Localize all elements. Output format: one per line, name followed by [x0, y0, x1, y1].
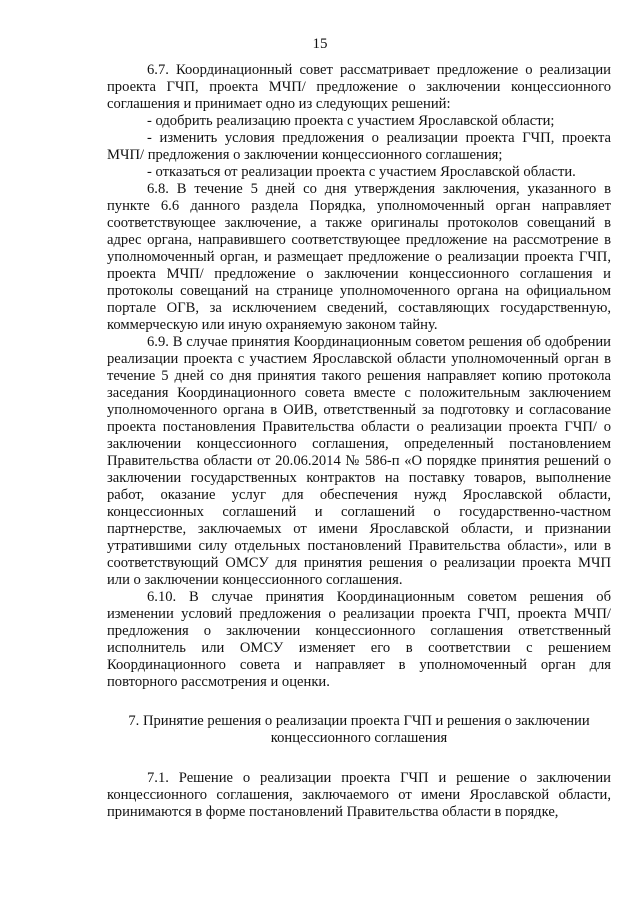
section-gap	[107, 747, 611, 770]
paragraph-6-9: 6.9. В случае принятия Координационным советом решения об одобрении реализации проекта с участием Ярославской области уполномоченный орган в течение 5 дней со дня принятия такого решения направляет копию протокола заседания Координационного совета вместе с положительным заключением уполномоченного органа в ОИВ, ответственный за подготовку и согласование проекта постановления Правительства области о реализации проекта ГЧП/ о заключении концессионного соглашения, определенный постановлением Правительства области от 20.06.2014 № 586-п «О порядке принятия решений о заключении государственных контрактов на поставку товаров, выполнение работ, оказание услуг для обеспечения нужд Ярославской области, концессионных соглашений и соглашений о государственно-частном партнерстве, заключаемых от имени Ярославской области, и признании утратившими силу отдельных постановлений Правительства области», или в соответствующий ОМСУ для принятия решения о реализации проекта МЧП или о заключении концессионного соглашения.	[107, 334, 611, 588]
paragraph-6-10: 6.10. В случае принятия Координационным советом решения об изменении условий предложения о реализации проекта ГЧП, проекта МЧП/ предложения о заключении концессионного соглашения ответственный исполнитель или ОМСУ изменяет его в соответствии с решением Координационного совета и направляет в уполномоченный орган для повторного рассмотрения и оценки.	[107, 589, 611, 690]
section-7-heading	[107, 713, 611, 747]
document-body	[107, 62, 611, 821]
page-number: 15	[312, 36, 328, 52]
list-item-approve: - одобрить реализацию проекта с участием Ярославской области;	[147, 113, 555, 129]
paragraph-6-7: 6.7. Координационный совет рассматривает предложение о реализации проекта ГЧП, проекта МЧП/ предложение о заключении концессионного соглашения и принимает одно из следующих решений:	[107, 62, 611, 112]
section-7-heading-line-1: 7. Принятие решения о реализации проекта ГЧП и решения о заключении	[128, 713, 590, 729]
paragraph-7-1: 7.1. Решение о реализации проекта ГЧП и решение о заключении концессионного соглашения, заключаемого от имени Ярославской области, принимаются в форме постановлений Правительства области в порядке,	[107, 770, 611, 820]
list-item-refuse: - отказаться от реализации проекта с участием Ярославской области.	[147, 164, 576, 180]
list-item-change: - изменить условия предложения о реализации проекта ГЧП, проекта МЧП/ предложения о заключении концессионного соглашения;	[107, 130, 611, 163]
section-7-heading-line-2: концессионного соглашения	[270, 730, 448, 746]
paragraph-6-8: 6.8. В течение 5 дней со дня утверждения заключения, указанного в пункте 6.6 данного раздела Порядка, уполномоченный орган направляет соответствующее заключение, а также оригиналы протоколов совещаний в адрес органа, направившего соответствующее предложение на рассмотрение в уполномоченный орган, и размещает предложение о реализации проекта ГЧП, проекта МЧП/ предложение о заключении концессионного соглашения и протоколы совещаний на странице уполномоченного органа на официальном портале ОГВ, за исключением сведений, составляющих государственную, коммерческую или иную охраняемую законом тайну.	[107, 181, 611, 333]
